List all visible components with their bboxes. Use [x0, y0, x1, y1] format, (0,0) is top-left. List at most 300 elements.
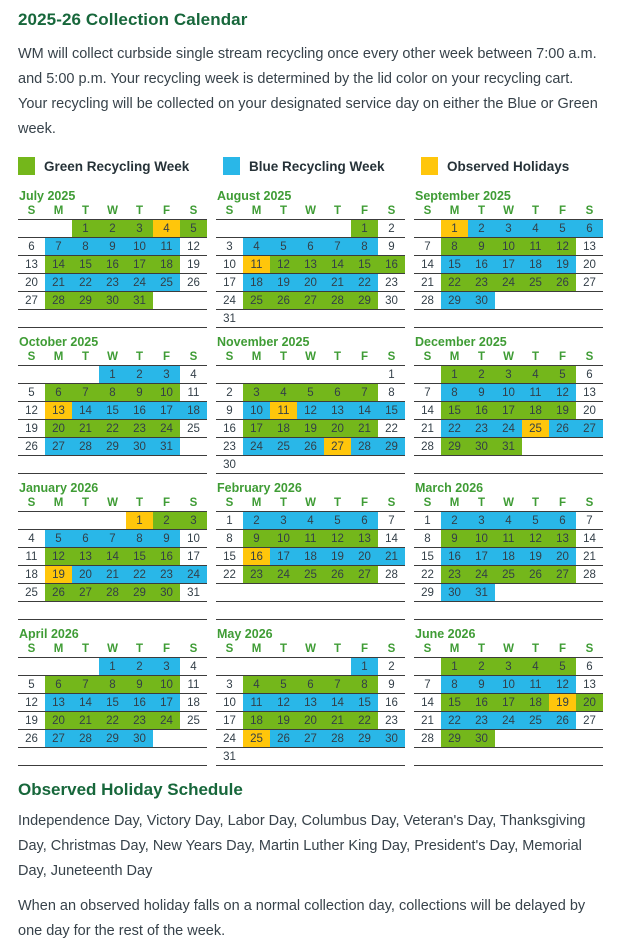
day-cell: 1 — [414, 512, 441, 529]
day-cell: 22 — [351, 712, 378, 729]
empty-cell — [180, 292, 207, 309]
empty-cell — [18, 602, 45, 619]
week-row — [414, 237, 603, 255]
day-cell: 3 — [495, 366, 522, 383]
day-cell: 13 — [45, 694, 72, 711]
day-cell: 31 — [153, 438, 180, 455]
legend-item-blue-week — [223, 157, 421, 175]
day-cell: 3 — [495, 658, 522, 675]
weekday-label: F — [558, 643, 567, 655]
empty-cell — [45, 456, 72, 473]
week-row — [216, 547, 405, 565]
day-cell: 19 — [297, 420, 324, 437]
empty-cell — [495, 748, 522, 765]
month-grid — [18, 657, 207, 766]
day-cell: 30 — [378, 730, 405, 747]
day-cell: 9 — [441, 530, 468, 547]
week-row — [18, 273, 207, 291]
weekday-header — [18, 350, 207, 365]
weekday-label: S — [387, 497, 396, 509]
empty-cell — [180, 748, 207, 765]
day-cell: 27 — [297, 292, 324, 309]
day-cell: 19 — [180, 256, 207, 273]
empty-cell — [72, 366, 99, 383]
day-cell: 14 — [576, 530, 603, 547]
day-cell: 15 — [441, 256, 468, 273]
empty-cell — [180, 438, 207, 455]
empty-cell — [468, 602, 495, 619]
month-april-2026 — [18, 627, 207, 766]
day-cell: 18 — [243, 274, 270, 291]
empty-cell — [324, 366, 351, 383]
day-cell: 29 — [414, 584, 441, 601]
day-cell: 1 — [441, 220, 468, 237]
day-cell: 22 — [216, 566, 243, 583]
empty-cell — [216, 220, 243, 237]
intro-text: WM will collect curbside single stream recycling once every other week between 7:00 a.m. and 5:00 p.m. Your recycling week is determined by the lid color on your recycling cart. Your recycling will be collected on your designated service day on either the Blue or Green week. — [18, 46, 598, 137]
day-cell: 17 — [180, 548, 207, 565]
day-cell: 7 — [99, 530, 126, 547]
day-cell: 5 — [549, 220, 576, 237]
weekday-label: T — [135, 497, 144, 509]
empty-cell — [441, 602, 468, 619]
day-cell: 6 — [576, 220, 603, 237]
day-cell: 7 — [414, 676, 441, 693]
day-cell: 3 — [153, 658, 180, 675]
day-cell: 24 — [216, 730, 243, 747]
weekday-label: T — [81, 205, 90, 217]
day-cell: 10 — [270, 530, 297, 547]
day-cell: 27 — [297, 730, 324, 747]
empty-cell — [180, 310, 207, 327]
empty-cell — [495, 730, 522, 747]
day-cell: 22 — [351, 274, 378, 291]
empty-cell — [522, 456, 549, 473]
day-cell: 8 — [72, 238, 99, 255]
empty-cell — [549, 748, 576, 765]
day-cell: 14 — [72, 694, 99, 711]
empty-cell — [414, 658, 441, 675]
day-cell: 29 — [441, 730, 468, 747]
week-row — [414, 291, 603, 309]
empty-cell — [297, 602, 324, 619]
weekday-label: S — [189, 497, 198, 509]
day-cell: 25 — [522, 712, 549, 729]
day-cell: 2 — [126, 366, 153, 383]
day-cell: 2 — [378, 220, 405, 237]
day-cell: 20 — [549, 548, 576, 565]
day-cell: 6 — [351, 512, 378, 529]
day-cell: 1 — [99, 366, 126, 383]
day-cell: 25 — [522, 420, 549, 437]
empty-cell — [45, 512, 72, 529]
day-cell: 4 — [270, 384, 297, 401]
day-cell: 19 — [549, 402, 576, 419]
week-row — [414, 383, 603, 401]
empty-cell — [414, 220, 441, 237]
weekday-label: S — [423, 205, 432, 217]
day-cell: 12 — [297, 402, 324, 419]
day-cell: 5 — [297, 384, 324, 401]
day-cell: 15 — [414, 548, 441, 565]
empty-cell — [351, 748, 378, 765]
empty-cell — [45, 220, 72, 237]
empty-cell — [576, 456, 603, 473]
empty-cell — [297, 584, 324, 601]
weekday-label: F — [360, 497, 369, 509]
weekday-label: W — [107, 351, 118, 363]
month-may-2026 — [216, 627, 405, 766]
month-title: July 2025 — [19, 189, 76, 203]
day-cell: 7 — [72, 384, 99, 401]
day-cell: 6 — [45, 384, 72, 401]
weekday-label: F — [162, 643, 171, 655]
day-cell: 19 — [549, 256, 576, 273]
month-title: March 2026 — [415, 481, 484, 495]
day-cell: 28 — [414, 438, 441, 455]
empty-cell — [522, 310, 549, 327]
day-cell: 8 — [99, 384, 126, 401]
day-cell: 12 — [549, 676, 576, 693]
day-cell: 20 — [576, 256, 603, 273]
day-cell: 5 — [324, 512, 351, 529]
day-cell: 29 — [378, 438, 405, 455]
empty-cell — [45, 310, 72, 327]
empty-cell — [549, 438, 576, 455]
day-cell: 16 — [378, 256, 405, 273]
day-cell: 2 — [99, 220, 126, 237]
weekday-label: T — [135, 205, 144, 217]
empty-cell — [153, 602, 180, 619]
day-cell: 24 — [153, 420, 180, 437]
day-cell: 13 — [297, 256, 324, 273]
day-cell: 6 — [549, 512, 576, 529]
day-cell: 14 — [72, 402, 99, 419]
empty-cell — [45, 748, 72, 765]
day-cell: 14 — [414, 694, 441, 711]
legend-item-green-week — [18, 157, 223, 175]
day-cell: 20 — [45, 712, 72, 729]
weekday-label: T — [279, 497, 288, 509]
week-row — [216, 529, 405, 547]
weekday-label: F — [162, 351, 171, 363]
weekday-label: M — [251, 205, 262, 217]
day-cell: 25 — [153, 274, 180, 291]
day-cell: 3 — [270, 512, 297, 529]
day-cell: 4 — [180, 658, 207, 675]
empty-cell — [297, 366, 324, 383]
day-cell: 27 — [72, 584, 99, 601]
legend — [18, 157, 603, 175]
day-cell: 25 — [243, 292, 270, 309]
day-cell: 14 — [45, 256, 72, 273]
day-cell: 8 — [378, 384, 405, 401]
day-cell: 6 — [297, 238, 324, 255]
blue-week-swatch-icon — [223, 157, 240, 175]
day-cell: 26 — [549, 420, 576, 437]
week-row — [216, 583, 405, 601]
weekday-label: T — [81, 351, 90, 363]
day-cell: 19 — [549, 694, 576, 711]
day-cell: 10 — [468, 530, 495, 547]
empty-cell — [270, 310, 297, 327]
empty-cell — [576, 292, 603, 309]
month-september-2025 — [414, 189, 603, 328]
day-cell: 21 — [414, 420, 441, 437]
day-cell: 17 — [270, 548, 297, 565]
day-cell: 18 — [243, 712, 270, 729]
empty-cell — [522, 438, 549, 455]
day-cell: 10 — [153, 676, 180, 693]
day-cell: 20 — [72, 566, 99, 583]
day-cell: 5 — [45, 530, 72, 547]
weekday-header — [414, 204, 603, 219]
weekday-label: F — [558, 205, 567, 217]
day-cell: 13 — [576, 384, 603, 401]
day-cell: 7 — [414, 238, 441, 255]
empty-cell — [99, 310, 126, 327]
empty-cell — [216, 584, 243, 601]
day-cell: 2 — [216, 384, 243, 401]
weekday-header — [414, 496, 603, 511]
day-cell: 16 — [468, 694, 495, 711]
day-cell: 26 — [297, 438, 324, 455]
day-cell: 31 — [216, 310, 243, 327]
day-cell: 2 — [153, 512, 180, 529]
day-cell: 18 — [153, 256, 180, 273]
week-row — [18, 419, 207, 437]
empty-cell — [576, 602, 603, 619]
day-cell: 27 — [18, 292, 45, 309]
day-cell: 15 — [99, 402, 126, 419]
day-cell: 20 — [18, 274, 45, 291]
day-cell: 4 — [18, 530, 45, 547]
weekday-label: M — [251, 497, 262, 509]
day-cell: 10 — [126, 238, 153, 255]
empty-cell — [297, 310, 324, 327]
day-cell: 2 — [468, 658, 495, 675]
weekday-label: S — [423, 497, 432, 509]
day-cell: 11 — [153, 238, 180, 255]
week-row — [216, 747, 405, 765]
day-cell: 10 — [180, 530, 207, 547]
day-cell: 10 — [243, 402, 270, 419]
day-cell: 28 — [99, 584, 126, 601]
legend-item-observed-holidays — [421, 157, 569, 175]
empty-cell — [18, 512, 45, 529]
week-row — [414, 437, 603, 455]
empty-cell — [216, 658, 243, 675]
day-cell: 22 — [441, 712, 468, 729]
weekday-label: S — [189, 643, 198, 655]
day-cell: 25 — [180, 712, 207, 729]
day-cell: 24 — [468, 566, 495, 583]
day-cell: 17 — [495, 256, 522, 273]
day-cell: 28 — [72, 438, 99, 455]
empty-cell — [153, 730, 180, 747]
day-cell: 10 — [216, 256, 243, 273]
weekday-label: S — [387, 351, 396, 363]
day-cell: 23 — [468, 712, 495, 729]
day-cell: 3 — [468, 512, 495, 529]
weekday-header — [216, 496, 405, 511]
week-row — [18, 565, 207, 583]
week-row — [216, 657, 405, 675]
empty-cell — [351, 584, 378, 601]
month-august-2025 — [216, 189, 405, 328]
weekday-label: T — [81, 643, 90, 655]
week-row — [216, 565, 405, 583]
day-cell: 4 — [153, 220, 180, 237]
empty-cell — [18, 366, 45, 383]
day-cell: 29 — [441, 438, 468, 455]
day-cell: 29 — [72, 292, 99, 309]
day-cell: 24 — [495, 420, 522, 437]
empty-cell — [270, 584, 297, 601]
day-cell: 4 — [180, 366, 207, 383]
day-cell: 22 — [126, 566, 153, 583]
day-cell: 8 — [216, 530, 243, 547]
day-cell: 2 — [243, 512, 270, 529]
day-cell: 23 — [216, 438, 243, 455]
day-cell: 9 — [99, 238, 126, 255]
day-cell: 13 — [549, 530, 576, 547]
weekday-label: F — [360, 205, 369, 217]
day-cell: 3 — [126, 220, 153, 237]
empty-cell — [153, 310, 180, 327]
week-row — [414, 747, 603, 765]
day-cell: 25 — [270, 438, 297, 455]
week-row — [18, 219, 207, 237]
day-cell: 29 — [351, 292, 378, 309]
day-cell: 8 — [126, 530, 153, 547]
week-row — [216, 511, 405, 529]
day-cell: 2 — [468, 220, 495, 237]
empty-cell — [576, 584, 603, 601]
day-cell: 14 — [378, 530, 405, 547]
empty-cell — [243, 220, 270, 237]
month-february-2026 — [216, 481, 405, 620]
day-cell: 1 — [441, 658, 468, 675]
month-december-2025 — [414, 335, 603, 474]
day-cell: 30 — [126, 730, 153, 747]
day-cell: 15 — [441, 694, 468, 711]
day-cell: 3 — [243, 384, 270, 401]
empty-cell — [18, 220, 45, 237]
day-cell: 12 — [324, 530, 351, 547]
empty-cell — [351, 310, 378, 327]
weekday-label: W — [503, 205, 514, 217]
empty-cell — [126, 310, 153, 327]
day-cell: 4 — [243, 676, 270, 693]
weekday-label: S — [27, 643, 36, 655]
empty-cell — [297, 456, 324, 473]
day-cell: 22 — [99, 712, 126, 729]
week-row — [18, 309, 207, 327]
day-cell: 27 — [45, 730, 72, 747]
day-cell: 20 — [351, 548, 378, 565]
day-cell: 20 — [576, 402, 603, 419]
day-cell: 26 — [324, 566, 351, 583]
weekday-label: S — [27, 205, 36, 217]
day-cell: 6 — [324, 384, 351, 401]
day-cell: 9 — [243, 530, 270, 547]
day-cell: 31 — [216, 748, 243, 765]
day-cell: 12 — [18, 694, 45, 711]
empty-cell — [72, 456, 99, 473]
month-grid — [18, 219, 207, 328]
weekday-label: F — [558, 351, 567, 363]
day-cell: 17 — [216, 712, 243, 729]
week-row — [414, 365, 603, 383]
week-row — [414, 401, 603, 419]
month-january-2026 — [18, 481, 207, 620]
empty-cell — [270, 366, 297, 383]
day-cell: 17 — [153, 694, 180, 711]
day-cell: 21 — [378, 548, 405, 565]
day-cell: 1 — [126, 512, 153, 529]
day-cell: 29 — [441, 292, 468, 309]
empty-cell — [243, 366, 270, 383]
week-row — [216, 601, 405, 619]
day-cell: 21 — [576, 548, 603, 565]
empty-cell — [18, 658, 45, 675]
day-cell: 3 — [180, 512, 207, 529]
month-grid — [18, 511, 207, 620]
day-cell: 8 — [351, 238, 378, 255]
weekday-header — [216, 204, 405, 219]
weekday-label: T — [279, 643, 288, 655]
day-cell: 3 — [216, 238, 243, 255]
empty-cell — [45, 658, 72, 675]
weekday-label: S — [27, 351, 36, 363]
day-cell: 26 — [270, 730, 297, 747]
month-march-2026 — [414, 481, 603, 620]
day-cell: 30 — [468, 438, 495, 455]
weekday-label: W — [503, 497, 514, 509]
empty-cell — [72, 602, 99, 619]
day-cell: 26 — [270, 292, 297, 309]
weekday-header — [18, 496, 207, 511]
weekday-header — [18, 642, 207, 657]
day-cell: 28 — [324, 292, 351, 309]
day-cell: 15 — [72, 256, 99, 273]
day-cell: 21 — [324, 274, 351, 291]
weekday-label: W — [503, 351, 514, 363]
empty-cell — [153, 292, 180, 309]
day-cell: 6 — [576, 658, 603, 675]
month-november-2025 — [216, 335, 405, 474]
weekday-label: T — [279, 205, 288, 217]
weekday-label: S — [225, 205, 234, 217]
month-grid — [18, 365, 207, 474]
week-row — [18, 657, 207, 675]
day-cell: 3 — [495, 220, 522, 237]
day-cell: 27 — [576, 712, 603, 729]
week-row — [18, 365, 207, 383]
empty-cell — [414, 602, 441, 619]
empty-cell — [126, 748, 153, 765]
empty-cell — [270, 658, 297, 675]
empty-cell — [297, 220, 324, 237]
weekday-label: F — [558, 497, 567, 509]
day-cell: 23 — [243, 566, 270, 583]
week-row — [18, 747, 207, 765]
day-cell: 9 — [126, 384, 153, 401]
weekday-label: S — [387, 205, 396, 217]
week-row — [216, 693, 405, 711]
week-row — [414, 675, 603, 693]
